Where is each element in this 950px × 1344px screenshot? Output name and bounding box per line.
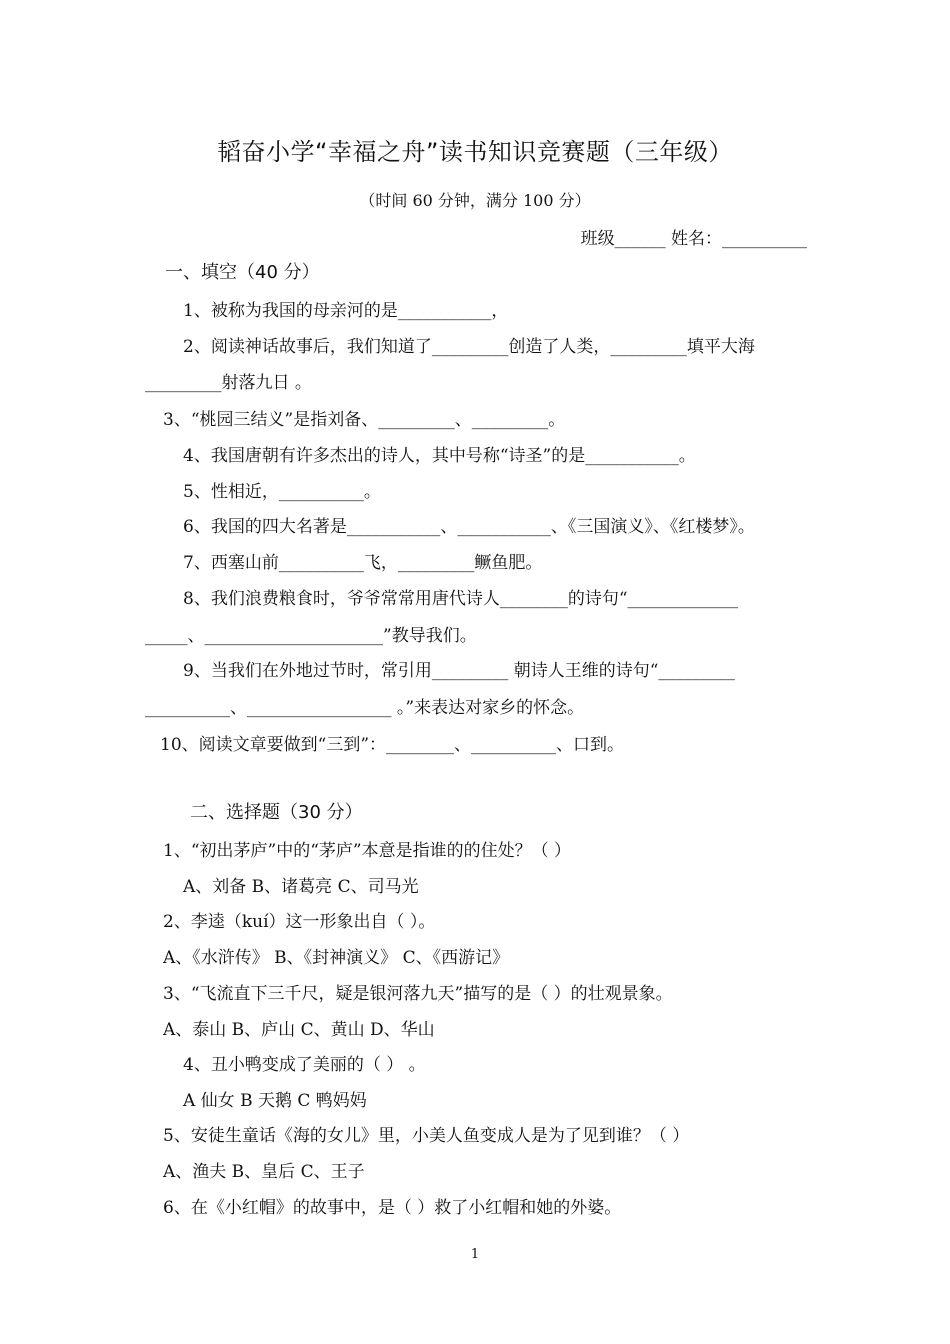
question-line: 2、李逵（kuí）这一形象出自（ ）。	[163, 912, 436, 932]
question-line: _____、_____________________”教导我们。	[145, 626, 477, 646]
answer-options: A、刘备 B、诸葛亮 C、司马光	[183, 877, 419, 897]
question-line: 5、性相近，__________。	[183, 482, 381, 502]
question-line: 3、“桃园三结义”是指刘备、_________、_________。	[163, 410, 566, 430]
answer-options: A、渔夫 B、皇后 C、王子	[163, 1162, 365, 1182]
answer-options: A 仙女 B 天鹅 C 鸭妈妈	[183, 1091, 367, 1111]
answer-options: A、泰山 B、庐山 C、黄山 D、华山	[163, 1020, 435, 1040]
page-title: 韬奋小学“幸福之舟”读书知识竞赛题（三年级）	[217, 138, 733, 166]
question-line: 7、西塞山前__________飞，_________鳜鱼肥。	[183, 553, 543, 573]
question-line: 4、丑小鸭变成了美丽的（ ） 。	[183, 1055, 426, 1075]
question-line: 4、我国唐朝有许多杰出的诗人，其中号称“诗圣”的是___________。	[183, 446, 696, 466]
question-line: 2、阅读神话故事后，我们知道了_________创造了人类，_________填平大海	[183, 337, 755, 357]
section-heading-multiple-choice: 二、选择题（30 分）	[190, 802, 363, 823]
question-line: 10、阅读文章要做到“三到”：________、__________、口到。	[160, 735, 625, 755]
question-line: 9、当我们在外地过节时，常引用_________ 朝诗人王维的诗句“_________	[183, 661, 735, 681]
question-line: 6、我国的四大名著是___________、___________、《三国演义》、《红楼梦》。	[183, 517, 755, 537]
question-line: 1、被称为我国的母亲河的是___________，	[183, 301, 509, 321]
question-line: _________射落九日 。	[145, 373, 312, 393]
question-line: 8、我们浪费粮食时，爷爷常常用唐代诗人________的诗句“_____________	[183, 589, 739, 609]
time-score-note: （时间 60 分钟，满分 100 分）	[359, 191, 591, 210]
question-line: 5、安徒生童话《海的女儿》里，小美人鱼变成人是为了见到谁？（ ）	[163, 1126, 690, 1146]
answer-options: A、《水浒传》 B、《封神演义》 C、《西游记》	[163, 948, 510, 968]
question-line: 3、“飞流直下三千尺，疑是银河落九天”描写的是（ ）的壮观景象。	[163, 984, 673, 1004]
class-name-line: 班级______ 姓名：__________	[580, 229, 807, 249]
question-line: 1、“初出茅庐”中的“茅庐”本意是指谁的的住处？（ ）	[163, 841, 571, 861]
question-line: __________、_________________ 。”来表达对家乡的怀念。	[145, 698, 585, 718]
page-number: 1	[470, 1247, 480, 1262]
question-line: 6、在《小红帽》的故事中，是（ ）救了小红帽和她的外婆。	[163, 1198, 622, 1218]
section-heading-fill-blank: 一、填空（40 分）	[165, 262, 320, 283]
